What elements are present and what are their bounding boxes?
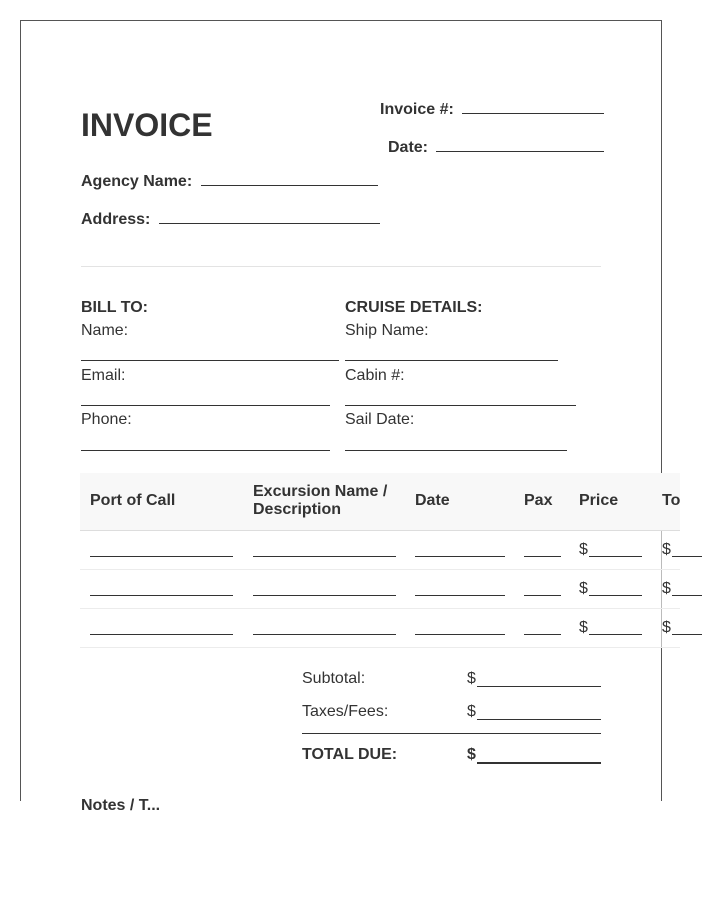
notes-heading: Notes / T... (81, 797, 161, 814)
excursion-input[interactable] (253, 556, 396, 557)
price-currency: $ (579, 541, 588, 558)
pax-input[interactable] (524, 595, 561, 596)
col-port-of-call: Port of Call (90, 492, 176, 509)
bill-to-phone-label: Phone: (81, 411, 132, 428)
invoice-number-label: Invoice #: (380, 101, 454, 118)
invoice-date-label: Date: (388, 139, 429, 156)
cruise-details-heading: CRUISE DETAILS: (345, 299, 483, 316)
price-input[interactable] (589, 556, 642, 557)
col-date: Date (415, 492, 450, 509)
invoice-date-field (388, 137, 604, 157)
address-field (81, 209, 380, 229)
col-excursion-line1: Excursion Name / (253, 483, 388, 500)
address-label: Address: (81, 211, 151, 228)
total-currency: $ (662, 541, 671, 558)
agency-name-field (81, 171, 378, 191)
bill-to-name-label: Name: (81, 322, 129, 339)
invoice-number-input[interactable] (462, 99, 604, 114)
invoice-date-input[interactable] (436, 137, 604, 152)
col-total: To (662, 492, 681, 509)
agency-name-input[interactable] (201, 171, 378, 186)
excursion-input[interactable] (253, 595, 396, 596)
subtotal-input[interactable] (477, 686, 601, 687)
cabin-input[interactable] (345, 405, 576, 406)
taxes-input[interactable] (477, 719, 601, 720)
invoice-title: INVOICE (81, 107, 213, 143)
subtotal-label: Subtotal: (302, 670, 366, 687)
total-input[interactable] (672, 634, 702, 635)
ship-name-label: Ship Name: (345, 322, 429, 339)
agency-name-label: Agency Name: (81, 173, 193, 190)
header-divider (81, 266, 601, 267)
excursion-input[interactable] (253, 634, 396, 635)
port-of-call-input[interactable] (90, 595, 233, 596)
bill-to-phone-input[interactable] (81, 450, 330, 451)
total-currency: $ (662, 580, 671, 597)
price-currency: $ (579, 580, 588, 597)
ship-name-input[interactable] (345, 360, 558, 361)
invoice-number-field (380, 99, 604, 119)
invoice-page (20, 20, 662, 814)
table-row (80, 570, 680, 609)
taxes-currency: $ (467, 703, 476, 720)
price-input[interactable] (589, 595, 642, 596)
cabin-label: Cabin #: (345, 367, 405, 384)
excursions-table (80, 473, 680, 648)
totals-separator (302, 733, 601, 734)
bill-to-heading: BILL TO: (81, 299, 148, 316)
col-pax: Pax (524, 492, 553, 509)
total-input[interactable] (672, 556, 702, 557)
subtotal-currency: $ (467, 670, 476, 687)
address-input[interactable] (159, 209, 380, 224)
col-price: Price (579, 492, 619, 509)
total-due-input[interactable] (477, 762, 601, 764)
bill-to-email-label: Email: (81, 367, 126, 384)
date-input[interactable] (415, 556, 505, 557)
table-row (80, 531, 680, 570)
col-excursion-line2: Description (253, 501, 342, 518)
date-input[interactable] (415, 634, 505, 635)
table-header (80, 473, 680, 531)
total-due-label: TOTAL DUE: (302, 746, 398, 763)
total-input[interactable] (672, 595, 702, 596)
table-row (80, 609, 680, 648)
sail-date-input[interactable] (345, 450, 567, 451)
port-of-call-input[interactable] (90, 634, 233, 635)
bill-to-email-input[interactable] (81, 405, 330, 406)
total-currency: $ (662, 619, 671, 636)
taxes-label: Taxes/Fees: (302, 703, 389, 720)
pax-input[interactable] (524, 634, 561, 635)
pax-input[interactable] (524, 556, 561, 557)
bill-to-name-input[interactable] (81, 360, 339, 361)
price-currency: $ (579, 619, 588, 636)
total-due-currency: $ (467, 746, 476, 763)
date-input[interactable] (415, 595, 505, 596)
price-input[interactable] (589, 634, 642, 635)
port-of-call-input[interactable] (90, 556, 233, 557)
table-body (80, 531, 680, 648)
sail-date-label: Sail Date: (345, 411, 415, 428)
